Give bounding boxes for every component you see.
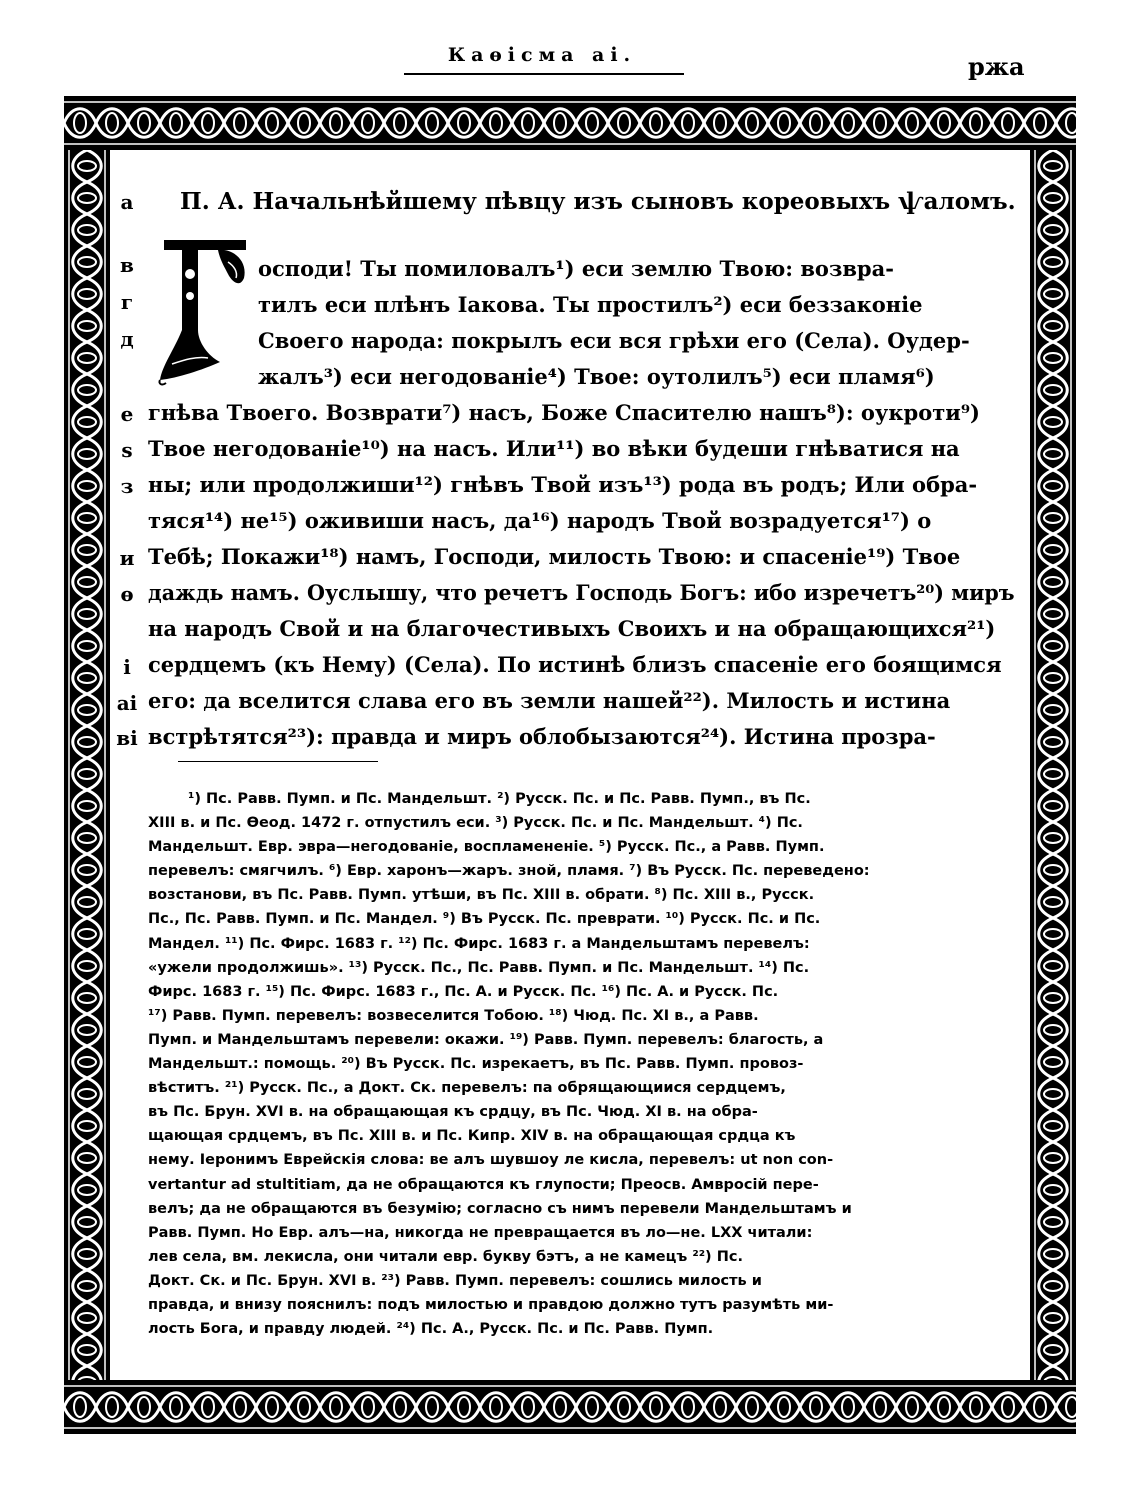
- footnote-line: велъ; да не обращаются въ безумію; согласно съ нимъ перевели Мандельштамъ и: [148, 1200, 852, 1217]
- ornamental-border-right: [1030, 150, 1076, 1380]
- footnote-line: ¹) Пс. Равв. Пумп. и Пс. Мандельшт. ²) Русск. Пс. и Пс. Равв. Пумп., въ Пс.: [188, 791, 811, 807]
- footnote-line: Мандельшт. Евр. эвра—негодованіе, воспламененіе. ⁵) Русск. Пс., а Равв. Пумп.: [148, 839, 825, 856]
- psalm-line: тяся¹⁴) не¹⁵) оживиши насъ, да¹⁶) народъ Твой возрадуется¹⁷) о: [148, 508, 932, 533]
- footnote-line: въ Пс. Брун. XVI в. на обращающая къ срдцу, въ Пс. Чюд. XI в. на обра-: [148, 1104, 758, 1121]
- footnote-line: XIII в. и Пс. Ѳеод. 1472 г. отпустилъ еси. ³) Русск. Пс. и Пс. Мандельшт. ⁴) Пс.: [148, 815, 803, 832]
- ornamental-border-top: [64, 96, 1076, 150]
- verse-number: г: [120, 290, 134, 314]
- running-title-rule: [404, 73, 684, 75]
- footnote-line: Мандельшт.: помощь. ²⁰) Въ Русск. Пс. изрекаетъ, въ Пс. Равв. Пумп. провоз-: [148, 1056, 804, 1073]
- verse-number: аі: [116, 691, 138, 715]
- psalm-line: гнѣва Твоего. Возврати⁷) насъ, Боже Спасителю нашъ⁸): оукроти⁹): [148, 400, 980, 425]
- footnote-line: перевелъ: смягчилъ. ⁶) Евр. харонъ—жаръ. зной, пламя. ⁷) Въ Русск. Пс. переведено:: [148, 863, 870, 880]
- psalm-line: ны; или продолжиши¹²) гнѣвъ Твой изъ¹³) рода въ родъ; Или обра-: [148, 472, 978, 497]
- footnote-line: Равв. Пумп. Но Евр. алъ—на, никогда не превращается въ ло—не. LXX читали:: [148, 1224, 813, 1241]
- page-number: ржа: [968, 52, 1025, 81]
- footnote-line: лев села, вм. лекисла, они читали евр. букву бэтъ, а не камецъ ²²) Пс.: [148, 1248, 743, 1265]
- psalm-line: жалъ³) еси негодованіе⁴) Твое: оутолилъ⁵) еси пламя⁶): [258, 364, 935, 389]
- footnote-line: Пс., Пс. Равв. Пумп. и Пс. Мандел. ⁹) Въ Русск. Пс. преврати. ¹⁰) Русск. Пс. и Пс.: [148, 911, 821, 928]
- ornamental-border-left: [64, 150, 110, 1380]
- verse-number: і: [123, 655, 131, 679]
- psalm-line: Своего народа: покрылъ еси вся грѣхи его (Села). Оудер-: [258, 328, 970, 353]
- verse-number: е: [120, 402, 134, 426]
- psalm-line: встрѣтятся²³): правда и миръ облобызаются²⁴). Истина прозра-: [148, 724, 936, 749]
- page-body: [110, 150, 1030, 1380]
- footnotes: [148, 787, 998, 1341]
- psalm-line: Тебѣ; Покажи¹⁸) намъ, Господи, милость Твою: и спасеніе¹⁹) Твое: [148, 544, 961, 569]
- verse-number: в: [120, 253, 134, 277]
- verse-number: ѳ: [120, 582, 134, 606]
- running-title: Каѳісма аі.: [447, 44, 637, 66]
- verse-number: з: [120, 474, 134, 498]
- footnote-line: лость Бога, и правду людей. ²⁴) Пс. А., Русск. Пс. и Пс. Равв. Пумп.: [148, 1321, 714, 1338]
- footnote-line: щающая срдцемъ, въ Пс. XIII в. и Пс. Кипр. XIV в. на обращающая срдца къ: [148, 1128, 796, 1145]
- verse-number: д: [120, 327, 134, 351]
- footnote-line: vertantur ad stultitiam, да не обращаются къ глупости; Преосв. Амвросій пере-: [148, 1176, 819, 1193]
- footnote-separator: [178, 761, 378, 762]
- psalm-line: Твое негодованіе¹⁰) на насъ. Или¹¹) во вѣки будеши гнѣватися на: [148, 436, 960, 461]
- verse-number: и: [119, 546, 135, 570]
- footnote-line: вѣститъ. ²¹) Русск. Пс., а Докт. Ск. перевелъ: па обрящающиися сердцемъ,: [148, 1080, 786, 1097]
- footnote-line: Пумп. и Мандельштамъ перевели: окажи. ¹⁹) Равв. Пумп. перевелъ: благость, а: [148, 1031, 824, 1048]
- psalm-line: тилъ еси плѣнъ Іакова. Ты простилъ²) еси беззаконіе: [258, 292, 923, 317]
- ornamental-border-bottom: [64, 1380, 1076, 1434]
- psalm-line: осподи! Ты помиловалъ¹) еси землю Твою: возвра-: [258, 256, 894, 281]
- footnote-line: нему. Іеронимъ Еврейскія слова: ве алъ шувшоу ле кисла, перевелъ: ut non con-: [148, 1152, 834, 1169]
- drop-cap-letter-g-icon: [158, 230, 253, 388]
- footnote-line: «ужели продолжишь». ¹³) Русск. Пс., Пс. Равв. Пумп. и Пс. Мандельшт. ¹⁴) Пс.: [148, 959, 810, 976]
- psalm-line: сердцемъ (къ Нему) (Села). По истинѣ близъ спасеніе его боящимся: [148, 652, 1002, 677]
- footnote-line: ¹⁷) Равв. Пумп. перевелъ: возвеселится Тобою. ¹⁸) Чюд. Пс. XI в., а Равв.: [148, 1007, 759, 1024]
- footnote-line: Мандел. ¹¹) Пс. Фирс. 1683 г. ¹²) Пс. Фирс. 1683 г. а Мандельштамъ перевелъ:: [148, 935, 810, 952]
- psalm-line: даждь намъ. Оуслышу, что речетъ Господь Богъ: ибо изречетъ²⁰) миръ: [148, 580, 1015, 605]
- footnote-line: правда, и внизу пояснилъ: подъ милостью и правдою должно тутъ разумѣть ми-: [148, 1296, 834, 1313]
- psalm-heading: П. А. Начальнѣйшему пѣвцу изъ сыновъ кореовыхъ ѱаломъ.: [180, 188, 1016, 215]
- verse-number: ѕ: [121, 438, 133, 462]
- verse-number: а: [120, 190, 134, 214]
- psalm-line: на народъ Свой и на благочестивыхъ Своихъ и на обращающихся²¹): [148, 616, 996, 641]
- verse-number: ві: [116, 726, 138, 750]
- footnote-line: возстанови, въ Пс. Равв. Пумп. утѣши, въ Пс. XIII в. обрати. ⁸) Пс. XIII в., Русск.: [148, 887, 815, 904]
- footnote-line: Докт. Ск. и Пс. Брун. XVI в. ²³) Равв. Пумп. перевелъ: сошлись милость и: [148, 1272, 762, 1289]
- footnote-line: Фирс. 1683 г. ¹⁵) Пс. Фирс. 1683 г., Пс. А. и Русск. Пс. ¹⁶) Пс. А. и Русск. Пс.: [148, 983, 779, 1000]
- psalm-line: его: да вселится слава его въ земли нашей²²). Милость и истина: [148, 688, 951, 713]
